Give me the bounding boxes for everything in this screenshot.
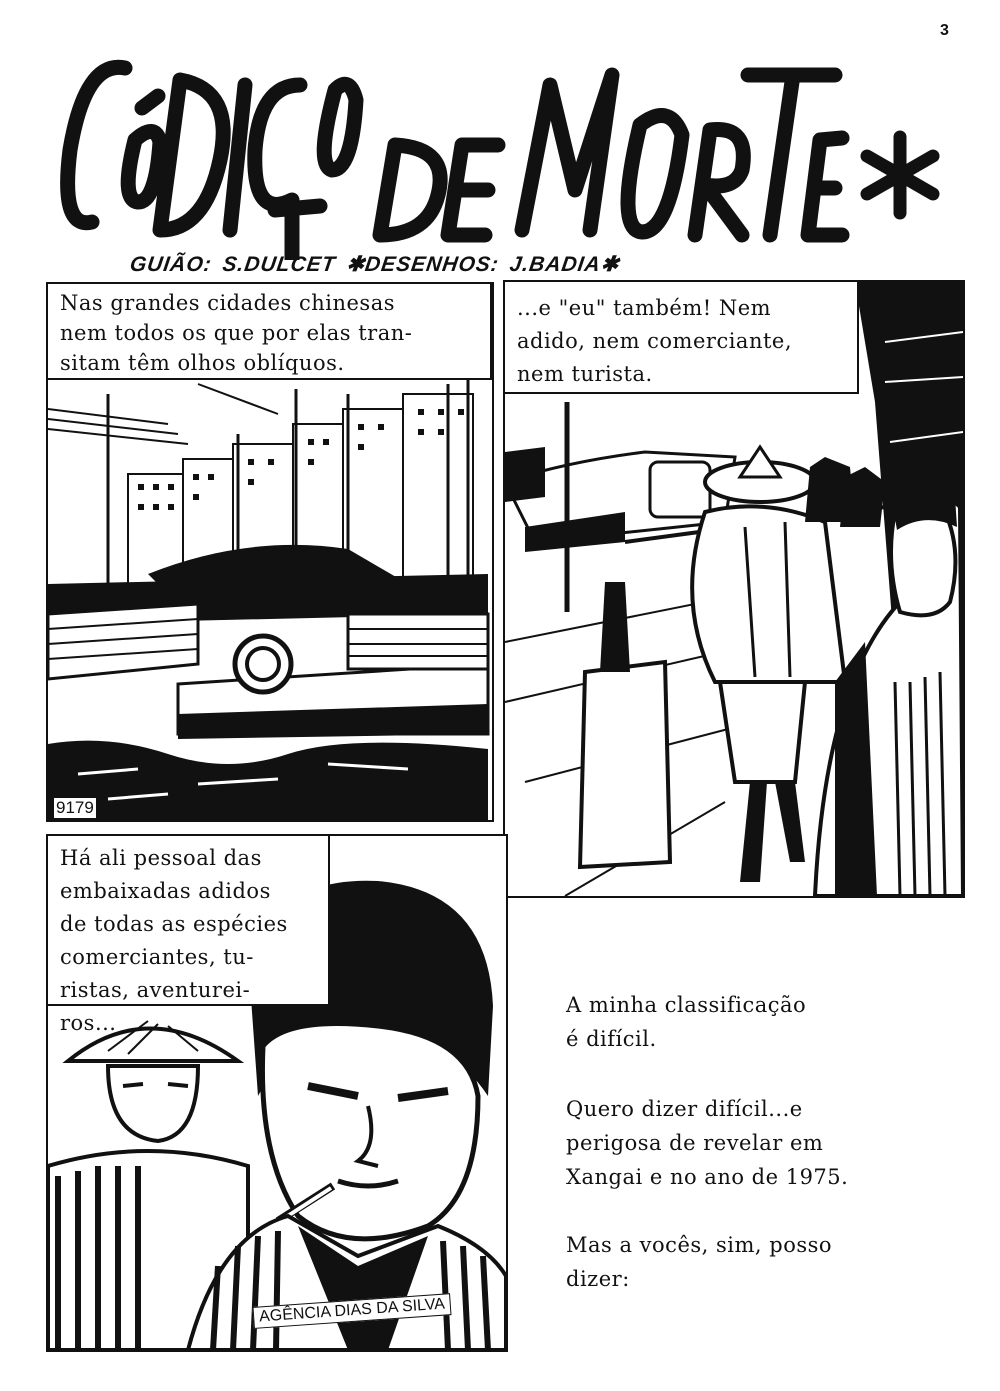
panel-caption: Nas grandes cidades chinesas nem todos os que por elas tran- sitam têm olhos oblíquos. — [46, 282, 492, 380]
narration-line-1: A minha classificação é difícil. — [566, 993, 807, 1051]
panel-caption: ...e "eu" também! Nem adido, nem comerciante, nem turista. — [503, 280, 859, 394]
script-author: S.DULCET — [221, 253, 338, 276]
panel-caption: Há ali pessoal das embaixadas adidos de todas as espécies comerciantes, tu- ristas, aventurei- ros... — [46, 834, 330, 1006]
agency-sign: AGÊNCIA DIAS DA SILVA — [252, 1293, 451, 1329]
art-author: J.BADIA✱ — [508, 253, 622, 276]
panel-street — [503, 280, 965, 898]
panel-portrait — [46, 834, 508, 1352]
title-lettering — [30, 30, 970, 260]
art-label: ✱DESENHOS: — [344, 253, 501, 276]
page-number: 3 — [940, 22, 949, 39]
panel-harbour — [46, 282, 494, 822]
script-label: GUIÃO: — [128, 253, 214, 276]
narration-line-3: Mas a vocês, sim, posso dizer: — [566, 1233, 833, 1291]
narration-line-2: Quero dizer difícil...e perigosa de revelar em Xangai e no ano de 1975. — [566, 1097, 849, 1189]
credits — [128, 252, 625, 277]
asterisk-icon — [867, 137, 933, 213]
serial-number: 9179 — [56, 798, 94, 817]
